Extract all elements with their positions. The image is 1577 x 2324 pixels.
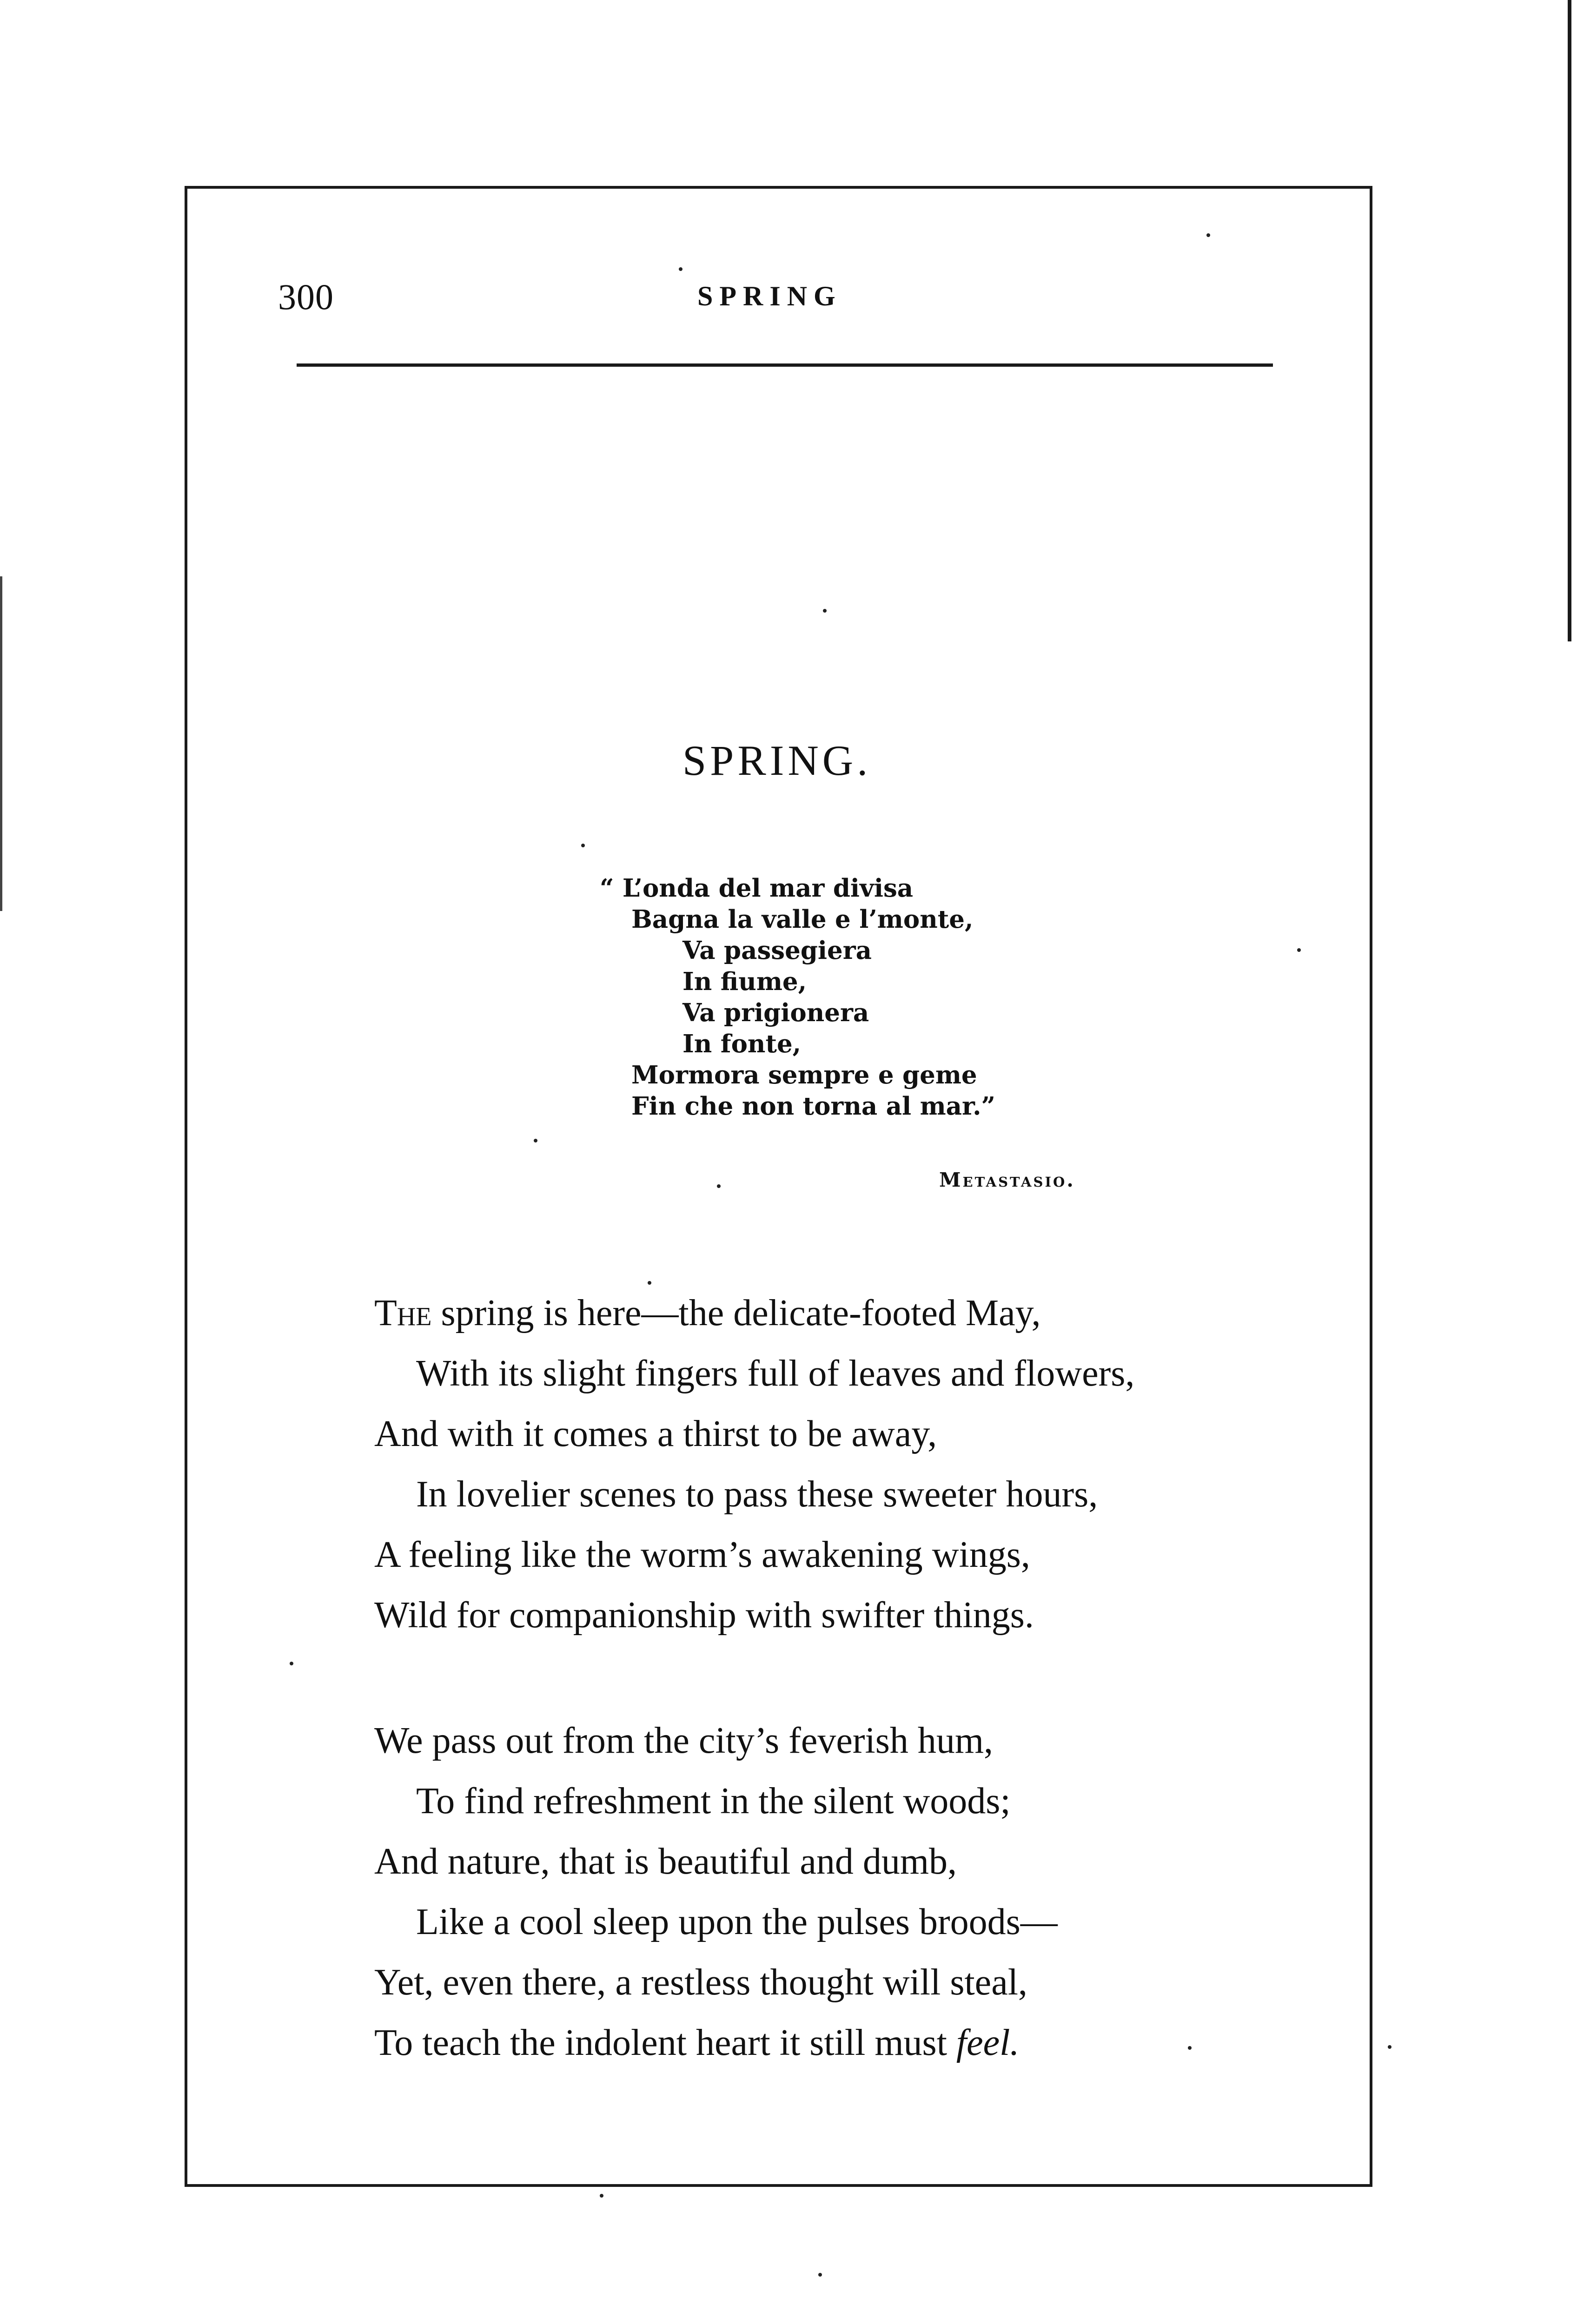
epigraph-line: Mormora sempre e geme — [631, 1061, 977, 1089]
scan-speck — [818, 2273, 822, 2277]
header-rule — [297, 363, 1273, 367]
poem-title: SPRING. — [682, 737, 872, 784]
running-head: SPRING — [697, 281, 842, 311]
stanza-line: Like a cool sleep upon the pulses broods— — [416, 1901, 1058, 1942]
epigraph-attribution: Metastasio. — [939, 1169, 1075, 1191]
page-number: 300 — [278, 277, 334, 317]
stanza-line: In lovelier scenes to pass these sweeter hours, — [416, 1474, 1098, 1515]
stanza-2 — [374, 1710, 1058, 2073]
epigraph-line: Va passegiera — [682, 936, 872, 965]
epigraph-line: In fonte, — [682, 1030, 802, 1058]
epigraph-line: Fin che non torna al mar.” — [631, 1092, 996, 1121]
scan-speck — [1297, 948, 1301, 952]
stanza-line: A feeling like the worm’s awakening wings, — [374, 1534, 1030, 1575]
stanza-line: Wild for companionship with swifter things. — [374, 1595, 1034, 1636]
scan-speck — [717, 1184, 721, 1188]
stanza-line: And with it comes a thirst to be away, — [374, 1413, 937, 1454]
stanza-line — [374, 1283, 1134, 1343]
page-edge-right — [1568, 0, 1571, 641]
stanza-line: And nature, that is beautiful and dumb, — [374, 1841, 957, 1882]
epigraph-line: In fiume, — [682, 967, 807, 996]
page-edge-left — [0, 576, 2, 911]
scan-speck — [1206, 233, 1210, 237]
scan-speck — [648, 1281, 651, 1285]
scan-speck — [290, 1662, 293, 1665]
stanza-line-text: spring is here—the delicate-footed May, — [431, 1293, 1041, 1334]
stanza-first-word: The — [374, 1293, 432, 1334]
stanza-line: With its slight fingers full of leaves and flowers, — [416, 1353, 1135, 1394]
scan-speck — [679, 267, 682, 271]
scan-speck — [600, 2194, 603, 2198]
stanza-1 — [374, 1283, 1134, 1645]
scan-speck — [1388, 2045, 1391, 2049]
epigraph-line: Va prigionera — [682, 998, 869, 1027]
stanza-line-text: To teach the indolent heart it still must — [374, 2022, 956, 2063]
stanza-line: To find refreshment in the silent woods; — [416, 1781, 1011, 1822]
scan-speck — [823, 609, 827, 613]
stanza-last-word: feel. — [956, 2022, 1020, 2063]
epigraph-line: “ L’onda del mar divisa — [600, 874, 914, 903]
scan-speck — [1188, 2046, 1192, 2050]
stanza-line — [374, 2013, 1058, 2073]
stanza-line: We pass out from the city’s feverish hum, — [374, 1720, 994, 1761]
epigraph-line: Bagna la valle e l’monte, — [631, 905, 974, 934]
scan-speck — [581, 844, 585, 847]
scan-speck — [534, 1139, 537, 1142]
stanza-line: Yet, even there, a restless thought will steal, — [374, 1962, 1027, 2003]
epigraph — [600, 873, 995, 1122]
